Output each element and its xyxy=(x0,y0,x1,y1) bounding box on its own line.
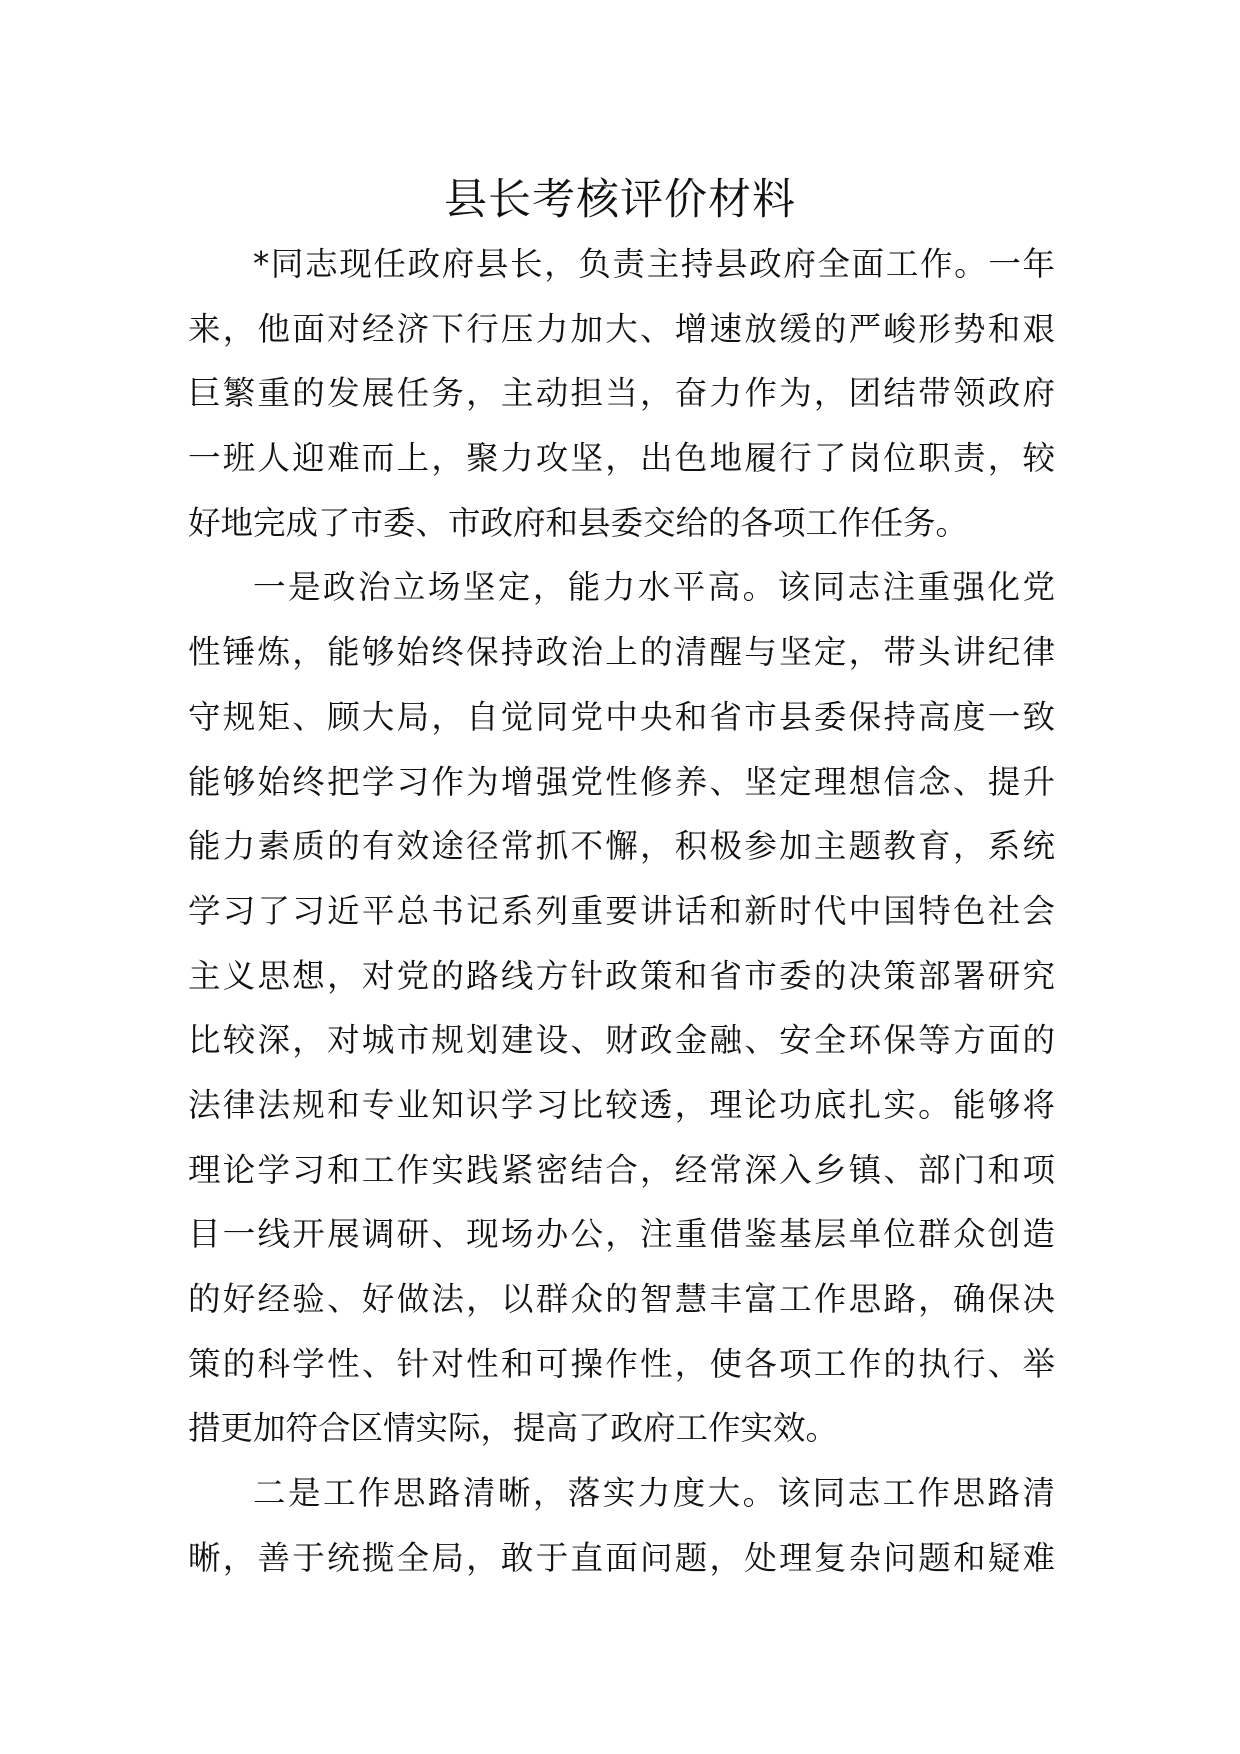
text-line: 能力素质的有效途径常抓不懈，积极参加主题教育，系统 xyxy=(188,827,1055,866)
document-body xyxy=(188,232,1055,1590)
text-line: 法律法规和专业知识学习比较透，理论功底扎实。能够将 xyxy=(188,1085,1055,1124)
paragraph-work-approach xyxy=(188,1461,1055,1590)
text-line: 能够始终把学习作为增强党性修养、坚定理想信念、提升 xyxy=(188,762,1055,801)
text-line: 好地完成了市委、市政府和县委交给的各项工作任务。 xyxy=(188,503,969,542)
text-line: 理论学习和工作实践紧密结合，经常深入乡镇、部门和项 xyxy=(188,1150,1055,1189)
document-title: 县长考核评价材料 xyxy=(444,175,796,225)
text-line: 策的科学性、针对性和可操作性，使各项工作的执行、举 xyxy=(188,1344,1055,1383)
text-line: 二是工作思路清晰，落实力度大。该同志工作思路清 xyxy=(253,1474,1055,1513)
text-line: 性锤炼，能够始终保持政治上的清醒与坚定，带头讲纪律 xyxy=(188,633,1055,672)
text-line: 比较深，对城市规划建设、财政金融、安全环保等方面的 xyxy=(188,1021,1055,1060)
text-line: 巨繁重的发展任务，主动担当，奋力作为，团结带领政府 xyxy=(188,374,1055,413)
paragraph-intro xyxy=(188,232,1055,555)
text-line: 一班人迎难而上，聚力攻坚，出色地履行了岗位职责，较 xyxy=(188,439,1055,478)
text-line: 学习了习近平总书记系列重要讲话和新时代中国特色社会 xyxy=(188,891,1055,930)
text-line: 主义思想，对党的路线方针政策和省市委的决策部署研究 xyxy=(188,956,1055,995)
text-line: 措更加符合区情实际，提高了政府工作实效。 xyxy=(188,1409,839,1448)
text-line: 守规矩、顾大局，自觉同党中央和省市县委保持高度一致 xyxy=(188,697,1055,736)
text-line: 一是政治立场坚定，能力水平高。该同志注重强化党 xyxy=(253,568,1055,607)
text-line: 来，他面对经济下行压力加大、增速放缓的严峻形势和艰 xyxy=(188,309,1055,348)
text-line: 晰，善于统揽全局，敢于直面问题，处理复杂问题和疑难 xyxy=(188,1538,1055,1577)
text-line: 的好经验、好做法，以群众的智慧丰富工作思路，确保决 xyxy=(188,1280,1055,1318)
paragraph-political-stance xyxy=(188,555,1055,1461)
text-line: *同志现任政府县长，负责主持县政府全面工作。一年 xyxy=(253,245,1055,283)
text-line: 目一线开展调研、现场办公，注重借鉴基层单位群众创造 xyxy=(188,1215,1055,1254)
